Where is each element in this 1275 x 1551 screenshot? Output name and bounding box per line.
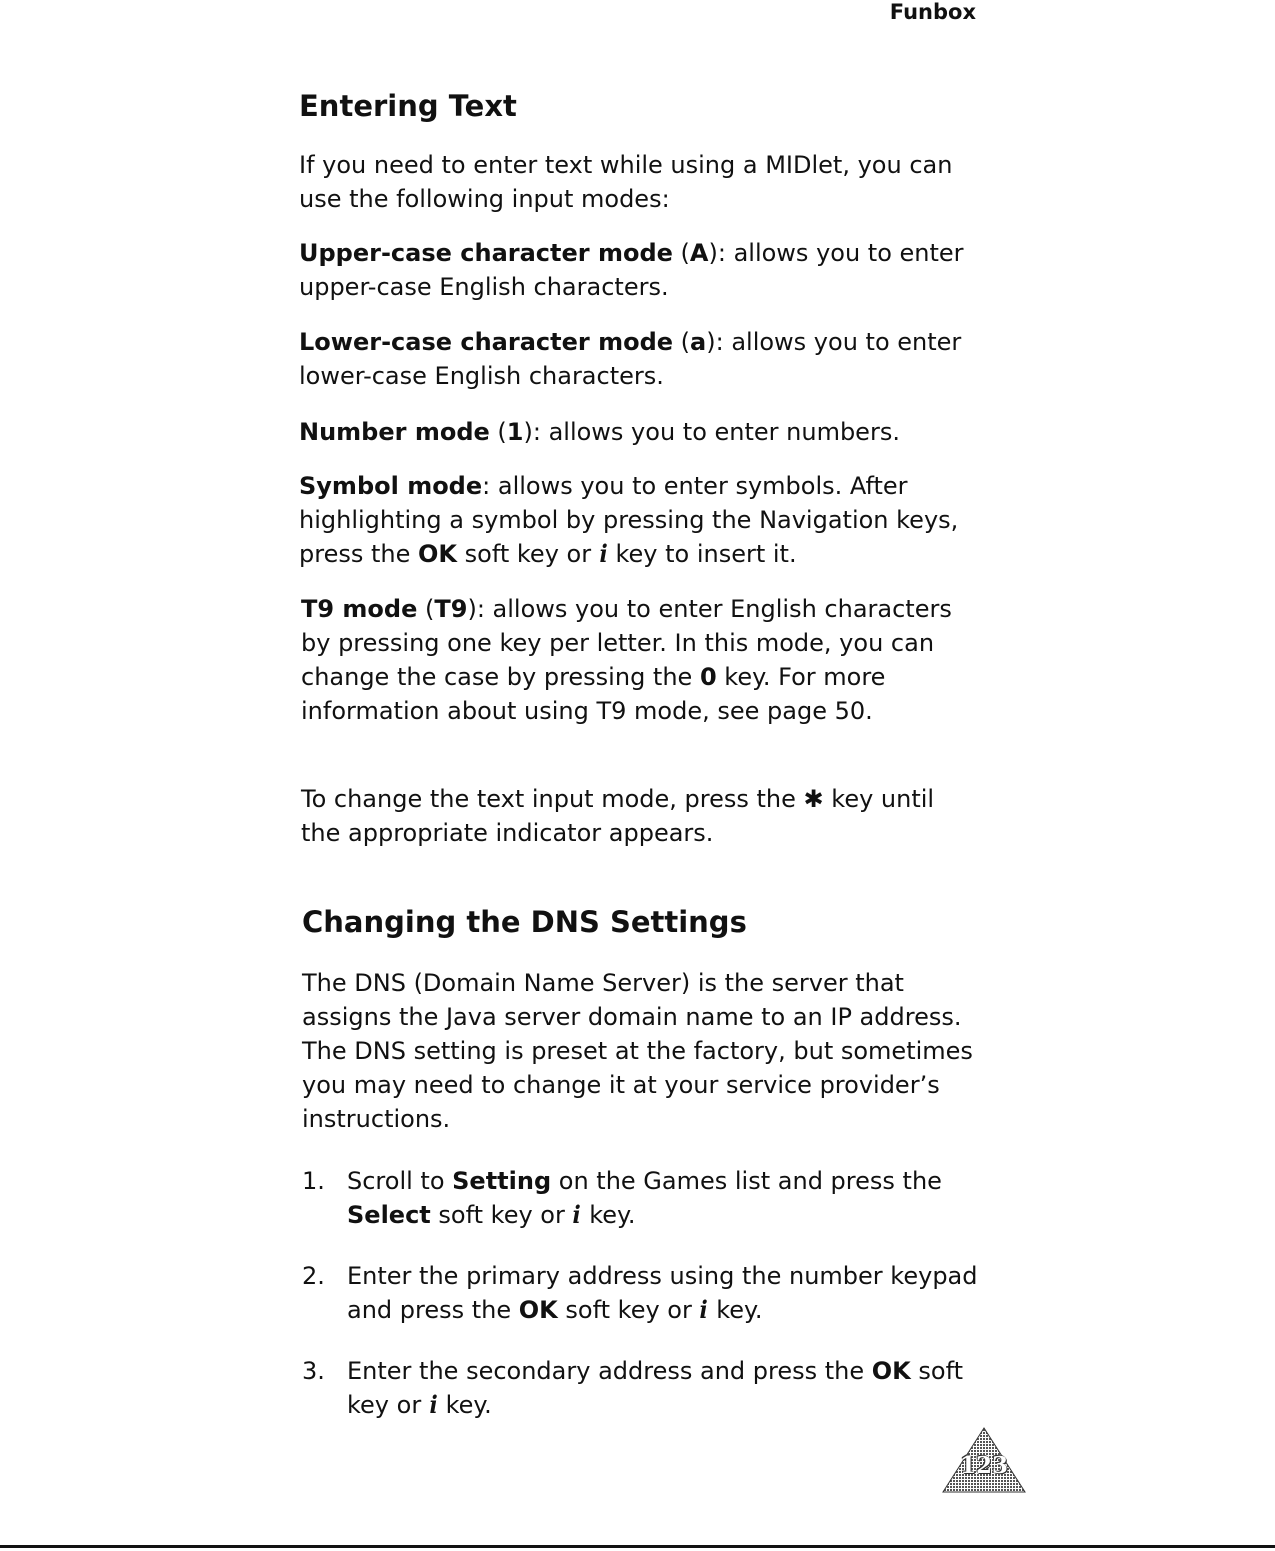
ok-key-label: OK	[418, 540, 457, 568]
symbol-mode-text: soft key or	[457, 540, 599, 568]
paren-open: (	[489, 418, 507, 446]
symbol-mode-text: key to insert it.	[607, 540, 797, 568]
i-key-icon: i	[429, 1390, 438, 1419]
step-text: Scroll to	[347, 1167, 453, 1195]
paren-open: (	[672, 239, 690, 267]
star-key-icon: ✱	[803, 785, 824, 813]
section-heading-entering-text: Entering Text	[299, 89, 517, 123]
number-mode-paragraph	[299, 415, 975, 449]
bottom-rule	[0, 1545, 1275, 1548]
zero-key-label: 0	[699, 663, 717, 691]
lower-case-mode-paragraph	[299, 325, 975, 393]
symbol-mode-paragraph	[299, 469, 975, 571]
setting-menu-label: Setting	[452, 1167, 552, 1195]
step-text: on the Games list and press the	[551, 1167, 942, 1195]
upper-case-mode-paragraph	[299, 236, 975, 304]
running-head: Funbox	[889, 0, 976, 24]
dns-intro-paragraph: The DNS (Domain Name Server) is the server that assigns the Java server domain name to an IP address. The DNS setting is preset at the factory, but sometimes you may need to change it at your service provider’s instructions.	[302, 969, 973, 1133]
lower-case-mode-label: Lower-case character mode	[299, 328, 674, 356]
list-item	[302, 1259, 978, 1327]
t9-mode-label: T9 mode	[301, 595, 418, 623]
t9-mode-text: key. For more information about using T9 mode, see page 50.	[301, 663, 886, 725]
step-text: key.	[708, 1296, 763, 1324]
number-mode-code: 1	[506, 418, 524, 446]
ok-key-label: OK	[871, 1357, 911, 1385]
list-item	[302, 1164, 978, 1232]
change-mode-paragraph	[301, 782, 977, 850]
step-text: Enter the primary address using the number keypad and press the	[347, 1262, 978, 1324]
symbol-mode-label: Symbol mode	[299, 472, 483, 500]
i-key-icon: i	[572, 1200, 582, 1229]
step-text: soft key or	[557, 1296, 700, 1324]
i-key-icon: i	[599, 539, 608, 568]
step-text: Enter the secondary address and press the	[347, 1357, 872, 1385]
step-text: soft key or	[430, 1201, 573, 1229]
step-number: 3.	[302, 1357, 325, 1385]
change-mode-text: key until the appropriate indicator appears.	[301, 785, 935, 847]
number-mode-description: ): allows you to enter numbers.	[523, 418, 900, 446]
change-mode-text: To change the text input mode, press the	[301, 785, 804, 813]
upper-case-mode-description: ): allows you to enter upper-case English characters.	[299, 239, 964, 301]
page-number: 123	[959, 1452, 1008, 1479]
step-text: soft key or	[347, 1357, 964, 1419]
intro-paragraph: If you need to enter text while using a MIDlet, you can use the following input modes:	[299, 151, 953, 213]
step-text: key.	[581, 1201, 636, 1229]
paren-open: (	[673, 328, 691, 356]
symbol-mode-text: : allows you to enter symbols. After highlighting a symbol by pressing the Navigation keys, press the	[299, 472, 959, 568]
upper-case-mode-code: A	[689, 239, 709, 267]
section-heading-dns-settings: Changing the DNS Settings	[302, 905, 747, 939]
step-text: key.	[437, 1391, 492, 1419]
dns-steps-list	[302, 1164, 978, 1449]
lower-case-mode-description: ): allows you to enter lower-case English characters.	[299, 328, 962, 390]
number-mode-label: Number mode	[299, 418, 490, 446]
ok-key-label: OK	[518, 1296, 558, 1324]
step-number: 1.	[302, 1167, 325, 1195]
upper-case-mode-label: Upper-case character mode	[299, 239, 673, 267]
step-number: 2.	[302, 1262, 325, 1290]
list-item	[302, 1354, 978, 1422]
t9-mode-paragraph	[301, 592, 977, 728]
paren-open: (	[417, 595, 435, 623]
lower-case-mode-code: a	[690, 328, 707, 356]
t9-mode-code: T9	[434, 595, 468, 623]
i-key-icon: i	[699, 1295, 709, 1324]
select-key-label: Select	[347, 1201, 431, 1229]
t9-mode-text: ): allows you to enter English characters by pressing one key per letter. In this mode, you can change the case by pressing the	[301, 595, 952, 691]
